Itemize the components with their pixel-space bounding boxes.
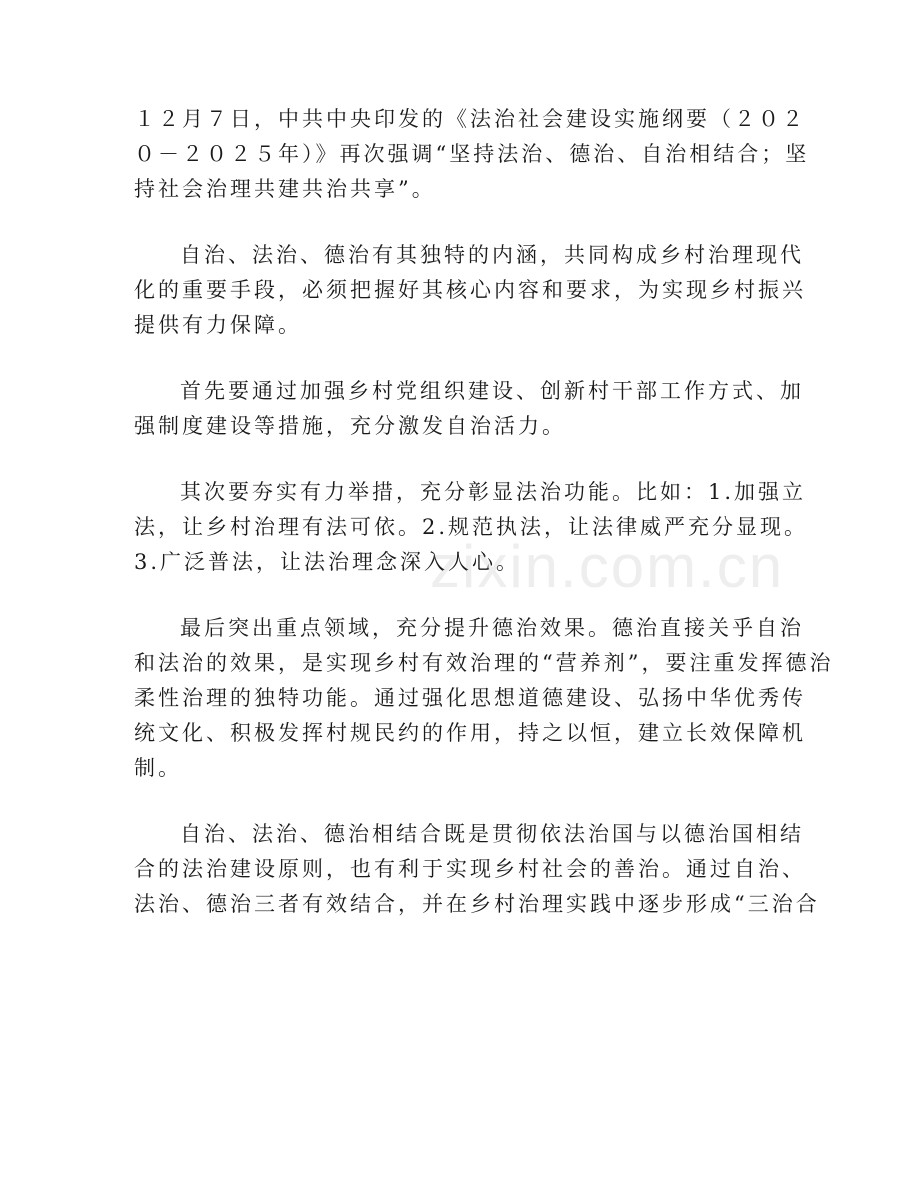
paragraph-line: 和法治的效果，是实现乡村有效治理的“营养剂”，要注重发挥德治 bbox=[134, 651, 834, 675]
paragraph-4 bbox=[134, 475, 809, 580]
paragraph-line: 提供有力保障。 bbox=[134, 313, 302, 337]
paragraph-line: 法治、德治三者有效结合，并在乡村治理实践中逐步形成“三治合 bbox=[134, 892, 820, 916]
paragraph-5 bbox=[134, 611, 834, 786]
paragraph-3 bbox=[134, 374, 804, 444]
paragraph-line: 持社会治理共建共治共享”。 bbox=[134, 177, 436, 201]
paragraph-line: 自治、法治、德治相结合既是贯彻依法治国与以德治国相结 bbox=[180, 822, 804, 846]
paragraph-line: 化的重要手段，必须把握好其核心内容和要求，为实现乡村振兴 bbox=[134, 278, 806, 302]
paragraph-line: 合的法治建设原则，也有利于实现乡村社会的善治。通过自治、 bbox=[134, 857, 806, 881]
paragraph-line: 柔性治理的独特功能。通过强化思想道德建设、弘扬中华优秀传 bbox=[134, 686, 806, 710]
paragraph-line: 3.广泛普法，让法治理念深入人心。 bbox=[134, 550, 521, 574]
document-page bbox=[134, 102, 834, 953]
paragraph-line: 强制度建设等措施，充分激发自治活力。 bbox=[134, 414, 566, 438]
paragraph-line: ０－２０２５年）》再次强调“坚持法治、德治、自治相结合；坚 bbox=[134, 142, 810, 166]
paragraph-2 bbox=[134, 238, 806, 343]
watermark: zixin.com.cn bbox=[430, 533, 785, 600]
paragraph-line: 制。 bbox=[134, 756, 182, 780]
paragraph-line: 统文化、积极发挥村规民约的作用，持之以恒，建立长效保障机 bbox=[134, 721, 806, 745]
paragraph-line: 其次要夯实有力举措，充分彰显法治功能。比如：1.加强立 bbox=[180, 480, 807, 504]
paragraph-line: 法，让乡村治理有法可依。2.规范执法，让法律威严充分显现。 bbox=[134, 515, 809, 539]
paragraph-line: 最后突出重点领域，充分提升德治效果。德治直接关乎自治 bbox=[180, 616, 804, 640]
paragraph-line: １２月７日，中共中央印发的《法治社会建设实施纲要（２０２ bbox=[134, 107, 806, 131]
paragraph-line: 自治、法治、德治有其独特的内涵，共同构成乡村治理现代 bbox=[180, 243, 804, 267]
paragraph-line: 首先要通过加强乡村党组织建设、创新村干部工作方式、加 bbox=[180, 379, 804, 403]
paragraph-6 bbox=[134, 817, 820, 922]
paragraph-1 bbox=[134, 102, 810, 207]
